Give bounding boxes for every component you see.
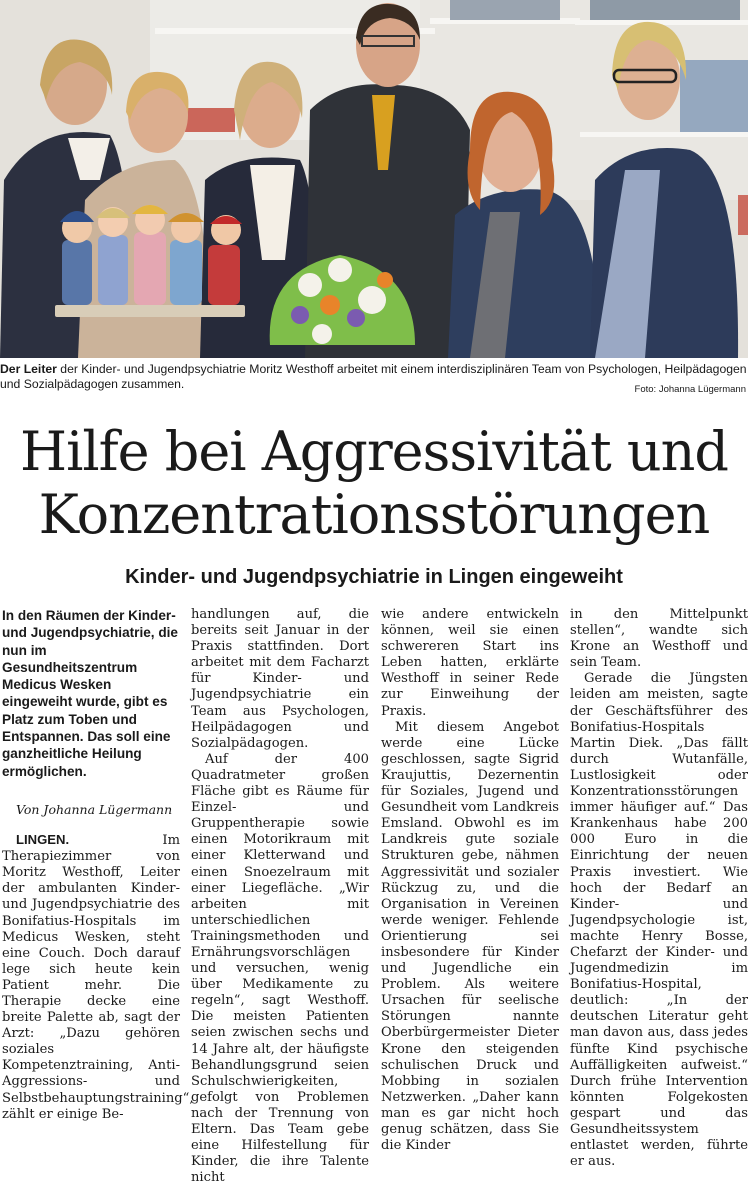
dateline: LINGEN.: [16, 832, 70, 848]
group-photo-illustration: [0, 0, 748, 358]
paragraph: in den Mittelpunkt stellen“, wandte sich Krone an Westhoff und sein Team.: [570, 607, 748, 671]
paragraph: wie andere entwickeln können, weil sie einen schwereren Start ins Leben hatten, erklärte Westhoff in seiner Rede zur Einweihung der Praxis.: [381, 607, 559, 719]
article-photo: [0, 0, 748, 358]
photo-caption: [0, 362, 748, 395]
caption-lead: Der Leiter: [0, 362, 57, 376]
column-1: [2, 607, 194, 1122]
photo-credit: Foto: Johanna Lügermann: [634, 384, 746, 395]
paragraph: [2, 832, 194, 1123]
headline-line-2: Konzentrationsstörungen: [38, 483, 710, 546]
paragraph: Gerade die Jüngsten leiden am meisten, sagte der Geschäftsführer des Bonifatius-Hospitals Martin Diek. „Das fällt durch Wutanfälle, Lustlosigkeit oder Konzentrationsstörungen immer häufiger auf.“ Das Krankenhaus habe 200 000 Euro in die Einrichtung der neuen Praxis investiert. Wie hoch der Bedarf an Kinder- und Jugendpsychologie ist, machte Henry Bosse, Chefarzt der Kinder- und Jugendmedizin im Bonifatius-Hospital, deutlich: „In der deutschen Literatur geht man davon aus, dass jedes fünfte Kind psychische Auffälligkeiten aufweist.“ Durch frühe Intervention könnten Folgekosten gespart und das Gesundheitssystem entlastet werden, führte er aus.: [570, 671, 748, 1170]
paragraph: Auf der 400 Quadratmeter großen Fläche gibt es Räume für Einzel- und Gruppentherapie sowie einen Motorikraum mit einer Kletterwand und einen Snoezelraum mit einer Liegefläche. „Wir arbeiten mit unterschiedlichen Trainingsmethoden und Ernährungsvorschlägen und versuchen, wenig über Medikamente zu regeln“, sagt Westhoff. Die meisten Patienten seien zwischen sechs und 14 Jahre alt, der häufigste Behandlungsgrund seien Schulschwierigkeiten, gefolgt von Problemen nach der Trennung von Eltern. Das Team gebe eine Hilfestellung für Kinder, die ihre Talente nicht: [191, 751, 369, 1186]
paragraph-text: Im Therapiezimmer von Moritz Westhoff, Leiter der ambulanten Kinder- und Jugendpsychiatrie des Bonifatius-Hospitals im Medicus Wesken, steht eine Couch. Doch darauf lege sich heute kein Patient mehr. Die Therapie decke eine breite Palette ab, sagt der Arzt: „Dazu gehören soziales Kompetenztraining, Anti-Aggressions- und Selbstbehauptungstraining“, zählt er einige Be-: [2, 833, 194, 1122]
paragraph: Mit diesem Angebot werde eine Lücke geschlossen, sagte Sigrid Kraujuttis, Dezernentin für Soziales, Jugend und Gesundheit vom Landkreis Emsland. Obwohl es im Landkreis gute soziale Strukturen gebe, nähmen Aggressivität und sozialer Rückzug zu, und die Organisation in Vereinen werde weniger. Fehlende Orientierung sei insbesondere für Kinder und Jugendliche ein Problem. Als weitere Ursachen für seelische Störungen nannte Oberbürgermeister Dieter Krone den steigenden schulischen Druck und Mobbing in sozialen Netzwerken. „Daher kann man es gar nicht hoch genug schätzen, dass Sie die Kinder: [381, 719, 559, 1154]
column-2: [191, 607, 369, 1186]
headline-line-1: Hilfe bei Aggressivität und: [20, 420, 728, 483]
headline: [0, 420, 748, 546]
teaser: In den Räumen der Kinder- und Jugendpsychiatrie, die nun im Gesundheitszentrum Medicus Wesken eingeweiht wurde, gibt es Platz zum Toben und Entspannen. Das soll eine ganzheitliche Heilung ermöglichen.: [2, 608, 178, 779]
article-body: [0, 607, 748, 1186]
paragraph: handlungen auf, die bereits seit Januar in der Praxis stattfinden. Dort arbeitet mit dem Facharzt für Kinder- und Jugendpsychiatrie ein Team aus Psychologen, Heilpädagogen und Sozialpädagogen.: [191, 607, 369, 751]
caption-text: der Kinder- und Jugendpsychiatrie Moritz Westhoff arbeitet mit einem interdisziplinären Team von Psychologen, Heilpädagogen und Sozialpädagogen zusammen.: [0, 362, 747, 391]
byline: Von Johanna Lügermann: [16, 801, 173, 817]
hand-puppets: [55, 205, 245, 317]
column-4: [570, 607, 748, 1170]
column-3: [381, 607, 559, 1154]
subheadline: Kinder- und Jugendpsychiatrie in Lingen eingeweiht: [125, 566, 623, 588]
